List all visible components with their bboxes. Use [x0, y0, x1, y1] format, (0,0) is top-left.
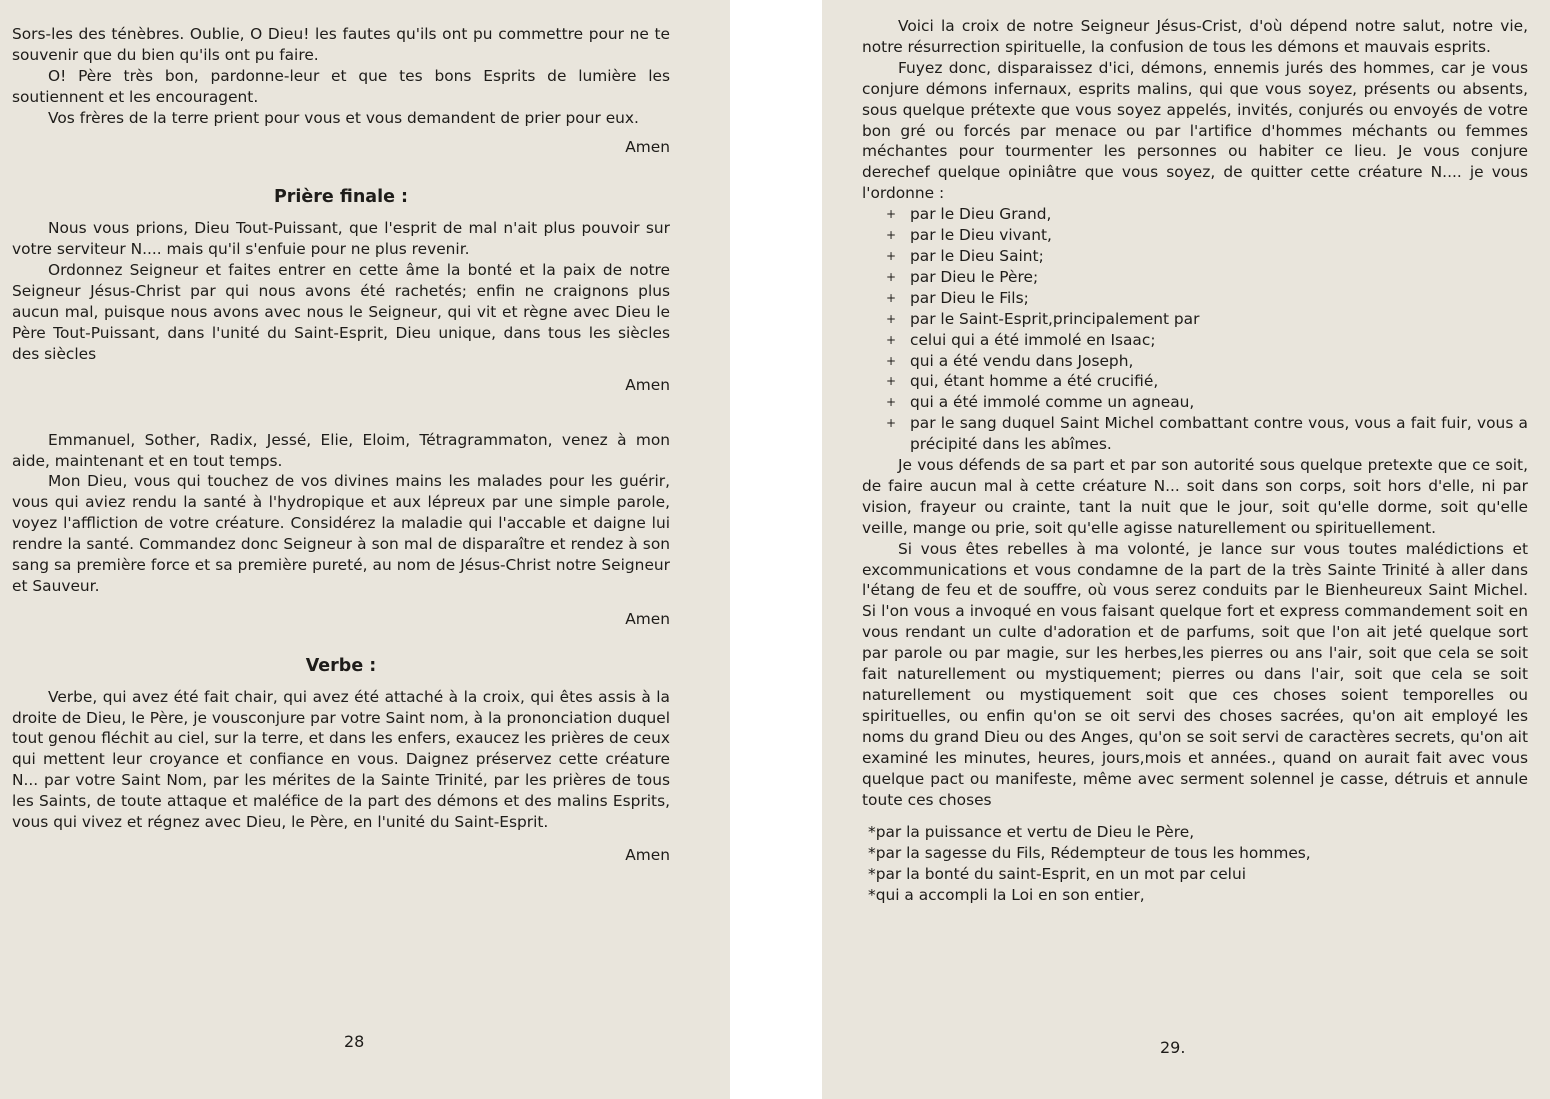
- intro-line-3: Vos frères de la terre prient pour vous et vous demandent de prier pour eux.: [48, 108, 639, 127]
- left-page-text: [12, 24, 670, 866]
- cross-item: + par le Dieu vivant,: [886, 225, 1528, 246]
- amen-2: Amen: [625, 375, 670, 394]
- priere-finale-heading: Prière finale :: [273, 187, 409, 208]
- cross-item: + qui, étant homme a été crucifié,: [886, 371, 1528, 392]
- cross-item: + par Dieu le Père;: [886, 267, 1528, 288]
- intro-line-1: Sors-les des ténèbres. Oublie, O Dieu! les fautes qu'ils ont pu commettre pour ne te souvenir que du bien qu'ils ont pu faire.: [12, 25, 670, 64]
- star-item: * par la sagesse du Fils, Rédempteur de tous les hommes,: [868, 843, 1528, 864]
- star-item: * qui a accompli la Loi en son entier,: [868, 885, 1528, 906]
- star-item: * par la bonté du saint-Esprit, en un mot par celui: [868, 864, 1528, 885]
- cross-item: + par le Dieu Saint;: [886, 246, 1528, 267]
- verbe-heading: Verbe :: [305, 655, 377, 676]
- verbe-paragraph: Verbe, qui avez été fait chair, qui avez été attaché à la croix, qui êtes assis à la droite de Dieu, le Père, je vousconjure par votre Saint nom, à la prononciation duquel tout genou fléchit au ciel, sur la terre, et dans les enfers, exaucez les prières de ceux qui mettent leur croyance et confiance en vous. Daignez préservez cette créature N... par votre Saint Nom, par les mérites de la Sainte Trinité, par les prières de tous les Saints, de toute attaque et maléfice de la part des démons et des malins Esprits, vous qui vivez et régnez avec Dieu, le Père, en l'unité du Saint-Esprit.: [12, 687, 670, 832]
- croix-paragraph: Voici la croix de notre Seigneur Jésus-Crist, d'où dépend notre salut, notre vie, notre résurrection spirituelle, la confusion de tous les démons et mauvais esprits.: [862, 17, 1528, 56]
- priere-paragraph-1: Nous vous prions, Dieu Tout-Puissant, que l'esprit de mal n'ait plus pouvoir sur votre serviteur N.... mais qu'il s'enfuie pour ne plus revenir.: [12, 219, 670, 259]
- cross-invocation-list: [862, 204, 1528, 455]
- cross-item: + qui a été vendu dans Joseph,: [886, 351, 1528, 372]
- cross-item: + par le sang duquel Saint Michel combattant contre vous, vous a fait fuir, vous a précipité dans les abîmes.: [886, 413, 1528, 455]
- amen-3: Amen: [625, 609, 670, 628]
- cross-item: + par Dieu le Fils;: [886, 288, 1528, 309]
- page-number-right: 29.: [1160, 1038, 1186, 1057]
- priere-paragraph-2: Ordonnez Seigneur et faites entrer en cette âme la bonté et la paix de notre Seigneur Jésus-Christ par qui nous avons été rachetés; enfin ne craignons plus aucun mal, puisque nous avons avec nous le Seigneur, qui vit et règne avec Dieu le Père Tout-Puissant, dans l'unité du Saint-Esprit, Dieu unique, dans tous les siècles des siècles: [12, 261, 670, 363]
- right-page: [822, 0, 1550, 1099]
- cross-item: + par le Saint-Esprit,principalement par: [886, 309, 1528, 330]
- fuyez-paragraph: Fuyez donc, disparaissez d'ici, démons, ennemis jurés des hommes, car je vous conjure démons infernaux, esprits malins, qui que vous soyez, présents ou absents, sous quelque prétexte que vous soyez appelés, invités, conjurés ou envoyés de votre bon gré ou forcés par menace ou par l'artifice d'hommes méchants ou femmes méchantes pour tourmenter les personnes ou habiter ce lieu. Je vous conjure derechef quelque opiniâtre que vous soyez, de quitter cette créature N.... je vous l'ordonne :: [862, 58, 1528, 203]
- star-invocation-list: [862, 822, 1528, 906]
- amen-1: Amen: [625, 137, 670, 156]
- intro-line-2: O! Père très bon, pardonne-leur et que tes bons Esprits de lumière les soutiennent et les encouragent.: [12, 66, 670, 106]
- amen-4: Amen: [625, 846, 670, 864]
- left-page: [0, 0, 730, 1099]
- star-item: * par la puissance et vertu de Dieu le Père,: [868, 822, 1528, 843]
- invocation-paragraph-2: Mon Dieu, vous qui touchez de vos divines mains les malades pour les guérir, vous qui aviez rendu la santé à l'hydropique et aux lépreux par une simple parole, voyez l'affliction de votre créature. Considérez la maladie qui l'accable et daigne lui rendre la santé. Commandez donc Seigneur à son mal de disparaître et rendez à son sang sa première force et sa première pureté, au nom de Jésus-Christ notre Seigneur et Sauveur.: [12, 472, 670, 595]
- defense-paragraph: Je vous défends de sa part et par son autorité sous quelque pretexte que ce soit, de faire aucun mal à cette créature N... soit dans son corps, soit hors d'elle, ni par vision, frayeur ou crainte, tant la nuit que le jour, soit qu'elle dorme, soit qu'elle veille, mange ou prie, soit qu'elle agisse naturellement ou spirituellement.: [862, 456, 1528, 537]
- rebelles-paragraph: Si vous êtes rebelles à ma volonté, je lance sur vous toutes malédictions et excommunications et vous condamne de la part de la très Sainte Trinité à aller dans l'étang de feu et de souffre, où vous serez conduits par le Bienheureux Saint Michel. Si l'on vous a invoqué en vous faisant quelque fort et express commandement soit en vous rendant un culte d'adoration et de parfums, soit que l'on ait jeté quelque sort par parole ou par magie, sur les herbes,les pierres ou ans l'air, soit que cela se soit fait naturellement ou mystiquement; pierres ou dans l'air, soit que cela se soit naturellement ou mystiquement soit que ces choses soient temporelles ou spirituelles, ou enfin qu'on se oit servi des choses sacrées, qu'on ait employé les noms du grand Dieu ou des Anges, qu'on se soit servi de caractères secrets, qu'on ait examiné les minutes, heures, jours,mois et années., quand on aurait fait avec vous quelque pact ou manifeste, même avec serment solennel je casse, détruis et annule toute ces choses: [862, 539, 1528, 809]
- right-page-text: [862, 16, 1528, 906]
- cross-item: + par le Dieu Grand,: [886, 204, 1528, 225]
- cross-item: + qui a été immolé comme un agneau,: [886, 392, 1528, 413]
- cross-item: + celui qui a été immolé en Isaac;: [886, 330, 1528, 351]
- invocation-paragraph-1: Emmanuel, Sother, Radix, Jessé, Elie, Eloim, Tétragrammaton, venez à mon aide, maintenant et en tout temps.: [12, 430, 670, 470]
- page-number-left: 28: [344, 1032, 365, 1051]
